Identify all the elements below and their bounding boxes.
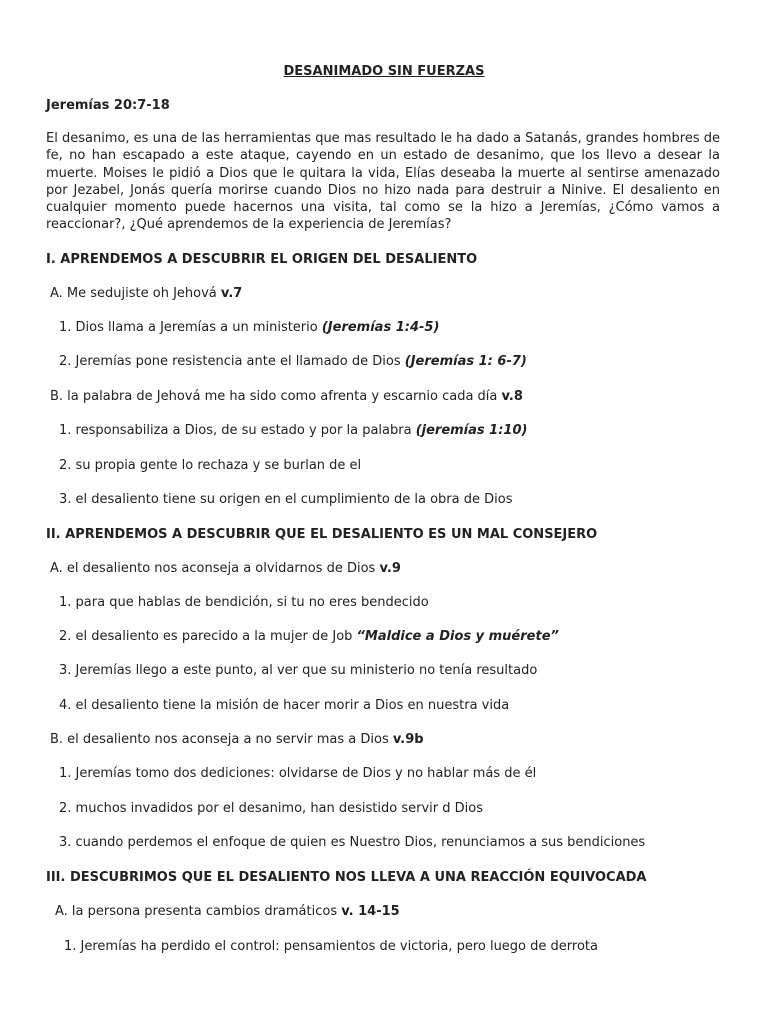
intro-paragraph bbox=[46, 130, 720, 234]
outline-subpoint: 2. su propia gente lo rechaza y se burlan de el bbox=[59, 458, 362, 473]
outline-subpoint: 1. para que hablas de bendición, si tu no eres bendecido bbox=[59, 595, 429, 610]
section-heading-3: III. DESCUBRIMOS QUE EL DESALIENTO NOS LLEVA A UNA REACCIÓN EQUIVOCADA bbox=[46, 870, 647, 885]
point-text: A. Me sedujiste oh Jehová bbox=[50, 286, 221, 301]
intro-line: fe, no han escapado a este ataque, cayendo en un estado de desanimo, que los llevo a desear la bbox=[46, 148, 720, 164]
intro-line: por Jezabel, Jonás quería morirse cuando Dios no hizo nada para destruir a Ninive. El desaliento en bbox=[46, 182, 720, 198]
point-text: 2. el desaliento es parecido a la mujer de Job bbox=[59, 629, 357, 644]
verse-ref: (jeremías 1:10) bbox=[415, 423, 528, 438]
verse-ref: v.9b bbox=[392, 732, 424, 747]
outline-subpoint: 1. Jeremías tomo dos dediciones: olvidarse de Dios y no hablar más de él bbox=[59, 766, 537, 781]
outline-point-b bbox=[50, 731, 424, 749]
outline-subpoint: 3. Jeremías llego a este punto, al ver que su ministerio no tenía resultado bbox=[59, 663, 538, 678]
point-text: A. la persona presenta cambios dramáticos bbox=[55, 904, 342, 919]
verse-ref: (Jeremías 1:4-5) bbox=[321, 320, 440, 335]
outline-point-a bbox=[50, 285, 242, 303]
outline-subpoint: 1. Jeremías ha perdido el control: pensamientos de victoria, pero luego de derrota bbox=[64, 939, 598, 954]
quote: “Maldice a Dios y muérete” bbox=[356, 629, 559, 644]
outline-subpoint: 2. muchos invadidos por el desanimo, han desistido servir d Dios bbox=[59, 801, 483, 816]
outline-point-a bbox=[55, 903, 400, 921]
point-text: A. el desaliento nos aconseja a olvidarnos de Dios bbox=[50, 561, 380, 576]
outline-point-a bbox=[50, 560, 401, 578]
verse-ref: v.8 bbox=[501, 389, 523, 404]
outline-subpoint: 3. cuando perdemos el enfoque de quien es Nuestro Dios, renunciamos a sus bendiciones bbox=[59, 835, 646, 850]
verse-ref: v.9 bbox=[379, 561, 401, 576]
intro-line: El desanimo, es una de las herramientas que mas resultado le ha dado a Satanás, grandes hombres de bbox=[46, 131, 720, 146]
outline-subpoint bbox=[59, 319, 439, 337]
outline-subpoint bbox=[59, 422, 527, 440]
section-heading-1: I. APRENDEMOS A DESCUBRIR EL ORIGEN DEL DESALIENTO bbox=[46, 252, 478, 267]
scripture-reference: Jeremías 20:7-18 bbox=[46, 98, 170, 113]
document-title: DESANIMADO SIN FUERZAS bbox=[283, 64, 485, 79]
point-text: B. el desaliento nos aconseja a no servir mas a Dios bbox=[50, 732, 393, 747]
outline-subpoint: 3. el desaliento tiene su origen en el cumplimiento de la obra de Dios bbox=[59, 492, 513, 507]
point-text: 1. Dios llama a Jeremías a un ministerio bbox=[59, 320, 322, 335]
point-text: B. la palabra de Jehová me ha sido como afrenta y escarnio cada día bbox=[50, 389, 502, 404]
verse-ref: (Jeremías 1: 6-7) bbox=[404, 354, 527, 369]
intro-line: muerte. Moises le pidió a Dios que le quitara la vida, Elías deseaba la muerte al sentirse amenazado bbox=[46, 165, 720, 181]
intro-line: cualquier momento puede hacernos una visita, tal como se la hizo a Jeremías, ¿Cómo vamos a bbox=[46, 200, 720, 216]
point-text: 1. responsabiliza a Dios, de su estado y por la palabra bbox=[59, 423, 416, 438]
outline-subpoint bbox=[59, 628, 559, 646]
intro-line: reaccionar?, ¿Qué aprendemos de la experiencia de Jeremías? bbox=[46, 217, 452, 233]
outline-point-b bbox=[50, 388, 523, 406]
outline-subpoint: 4. el desaliento tiene la misión de hacer morir a Dios en nuestra vida bbox=[59, 698, 510, 713]
verse-ref: v. 14-15 bbox=[341, 904, 400, 919]
point-text: 2. Jeremías pone resistencia ante el llamado de Dios bbox=[59, 354, 405, 369]
outline-subpoint bbox=[59, 353, 527, 371]
verse-ref: v.7 bbox=[220, 286, 243, 301]
section-heading-2: II. APRENDEMOS A DESCUBRIR QUE EL DESALIENTO ES UN MAL CONSEJERO bbox=[46, 527, 598, 542]
